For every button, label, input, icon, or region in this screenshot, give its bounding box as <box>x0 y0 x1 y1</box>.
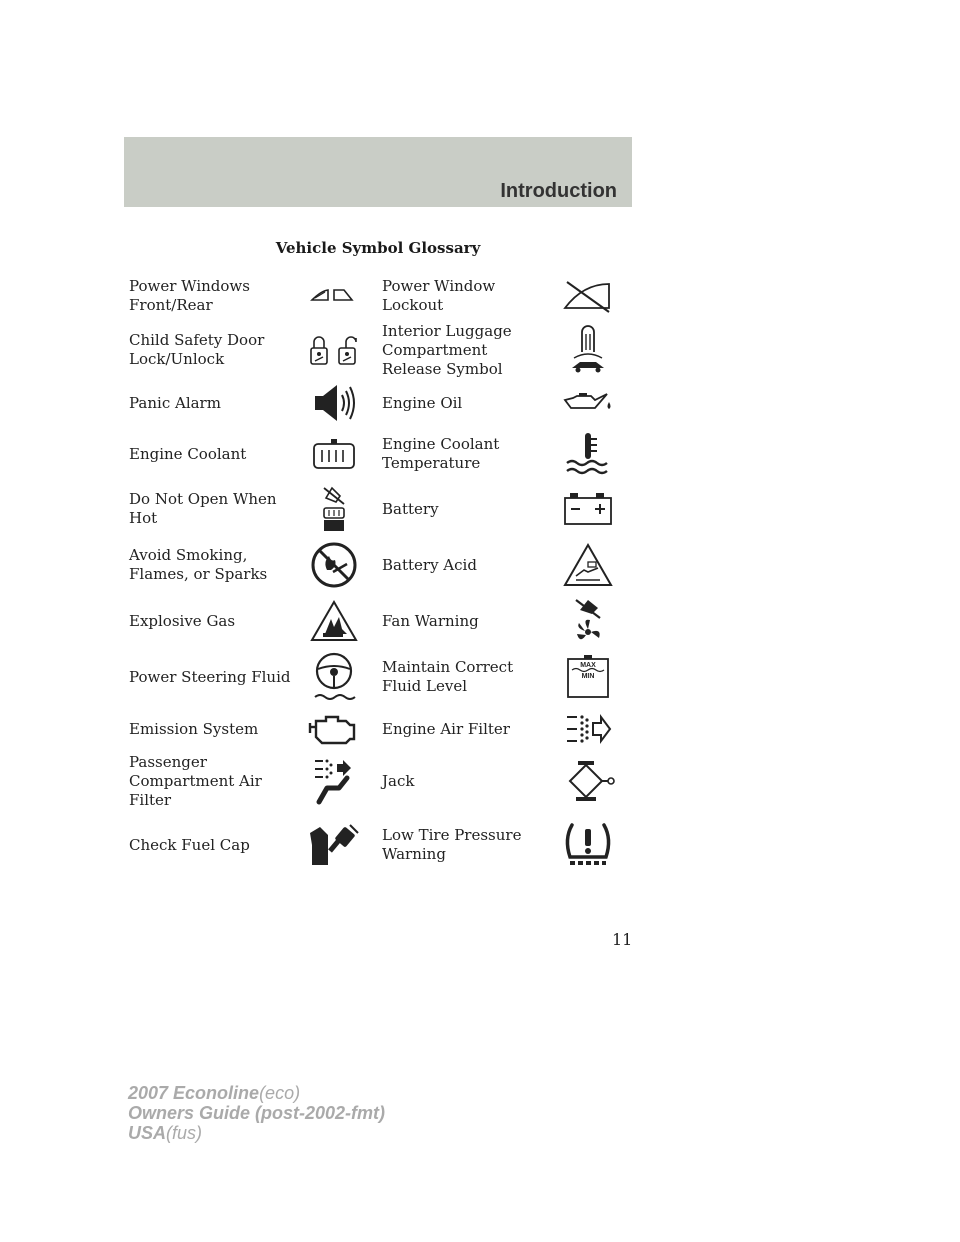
glossary-row <box>124 594 632 648</box>
document-footer <box>128 1083 385 1143</box>
fluid-min-label: MIN <box>581 673 595 680</box>
tire-pressure-icon <box>554 810 622 880</box>
symbol-label: Power Windows Front/Rear <box>129 277 250 314</box>
symbol-label: Battery <box>382 499 439 518</box>
symbol-label: Fan Warning <box>382 611 479 630</box>
symbol-label: Low Tire Pressure Warning <box>382 826 522 863</box>
symbol-label: Power Window Lockout <box>382 277 496 314</box>
coolant-temperature-icon <box>554 426 622 482</box>
glossary-row <box>124 810 632 880</box>
battery-acid-icon <box>554 536 622 594</box>
glossary-row <box>124 752 632 810</box>
symbol-label: Engine Air Filter <box>382 719 510 738</box>
cabin-air-filter-icon <box>302 752 366 810</box>
glossary-row <box>124 536 632 594</box>
symbol-label: Passenger Compartment Air Filter <box>129 752 262 809</box>
header-band <box>124 137 632 207</box>
symbol-label: Panic Alarm <box>129 393 221 412</box>
fluid-level-icon <box>554 648 622 706</box>
glossary-row <box>124 380 632 426</box>
section-title: Introduction <box>500 180 617 202</box>
glossary-row <box>124 272 632 320</box>
emission-system-icon <box>302 706 366 752</box>
power-windows-icon <box>302 272 366 320</box>
no-smoking-icon <box>302 536 366 594</box>
symbol-label: Emission System <box>129 719 259 738</box>
do-not-open-hot-icon <box>302 482 366 536</box>
jack-icon <box>554 752 622 810</box>
footer-line-model: 2007 Econoline(eco) <box>128 1083 301 1103</box>
power-steering-icon <box>302 648 366 706</box>
fan-warning-icon <box>554 594 622 648</box>
symbol-label: Engine Oil <box>382 393 463 412</box>
engine-air-filter-icon <box>554 706 622 752</box>
child-lock-icon <box>302 320 366 380</box>
symbol-label: Maintain Correct Fluid Level <box>382 658 514 695</box>
panic-alarm-icon <box>302 380 366 426</box>
symbol-label: Power Steering Fluid <box>129 667 291 686</box>
symbol-label: Engine Coolant Temperature <box>382 435 500 472</box>
page-number: 11 <box>612 930 633 949</box>
symbol-label: Avoid Smoking, Flames, or Sparks <box>129 546 268 583</box>
symbol-label: Explosive Gas <box>129 611 236 630</box>
fuel-cap-icon <box>302 810 366 880</box>
symbol-label: Check Fuel Cap <box>129 835 250 854</box>
explosive-gas-icon <box>302 594 366 648</box>
glossary-row <box>124 482 632 536</box>
battery-icon <box>554 482 622 536</box>
symbol-label: Do Not Open When Hot <box>129 490 277 527</box>
trunk-release-icon <box>554 320 622 380</box>
glossary-row <box>124 648 632 706</box>
footer-line-guide: Owners Guide (post-2002-fmt) <box>128 1103 386 1123</box>
glossary-row <box>124 706 632 752</box>
symbol-label: Interior Luggage Compartment Release Symbol <box>382 321 512 378</box>
fluid-max-label: MAX <box>580 662 596 669</box>
engine-oil-icon <box>554 380 622 426</box>
symbol-label: Engine Coolant <box>129 444 247 463</box>
symbol-label: Child Safety Door Lock/Unlock <box>129 331 265 368</box>
glossary-row <box>124 426 632 482</box>
engine-coolant-icon <box>302 426 366 482</box>
window-lockout-icon <box>554 272 622 320</box>
glossary-title: Vehicle Symbol Glossary <box>275 239 481 257</box>
footer-line-market: USA(fus) <box>128 1123 203 1143</box>
symbol-label: Battery Acid <box>382 555 477 574</box>
glossary-row <box>124 320 632 380</box>
symbol-label: Jack <box>382 771 415 790</box>
